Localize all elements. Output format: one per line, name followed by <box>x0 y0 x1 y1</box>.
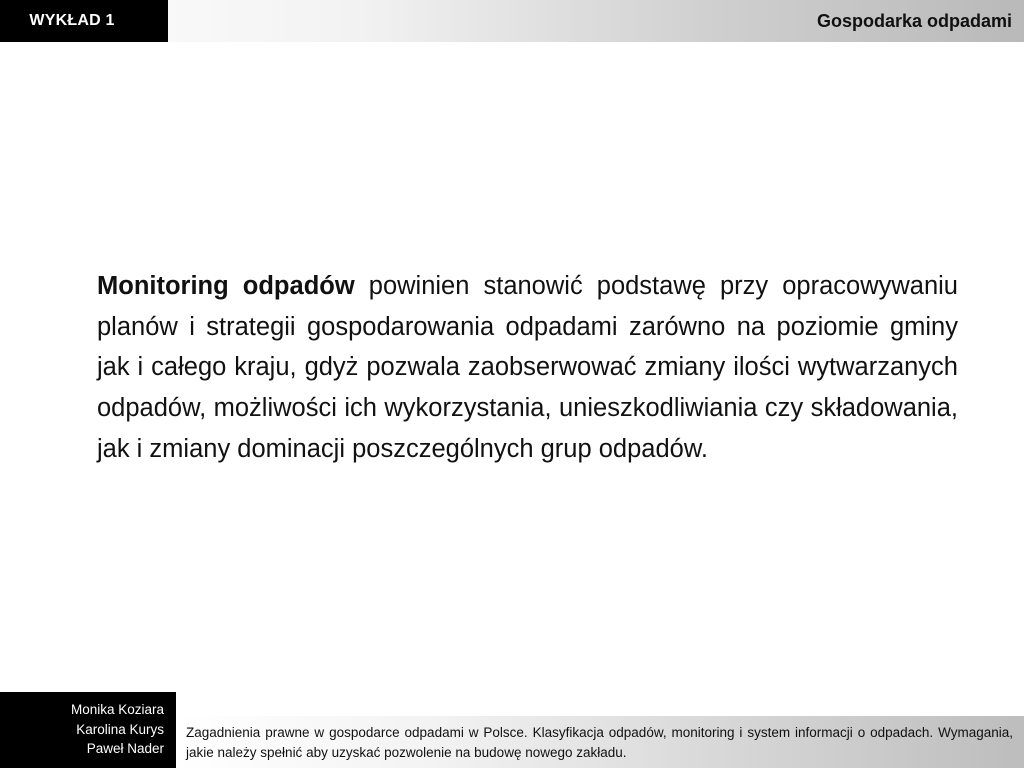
lecture-topics: Zagadnienia prawne w gospodarce odpadami w Polsce. Klasyfikacja odpadów, monitoring i system informacji o odpadach. Wymagania, jakie należy spełnić aby uzyskać pozwolenie na budowę nowego zakładu. <box>186 725 1013 760</box>
author-name: Paweł Nader <box>86 741 164 756</box>
main-paragraph <box>97 266 958 470</box>
header-bar <box>0 0 1024 42</box>
course-title: Gospodarka odpadami <box>816 10 1012 31</box>
paragraph-lead: Monitoring odpadów <box>97 272 355 300</box>
paragraph-text: powinien stanowić podstawę przy opracowywaniu planów i strategii gospodarowania odpadami zarówno na poziomie gminy jak i całego kraju, gdyż pozwala zaobserwować zmiany ilości wytwarzanych odpadów, możliwości ich wykorzystania, unieszkodliwiania czy składowania, jak i zmiany dominacji poszczególnych grup odpadów. <box>97 272 958 463</box>
author-name: Monika Koziara <box>70 702 164 717</box>
author-name: Karolina Kurys <box>76 721 164 737</box>
authors-box <box>0 692 176 768</box>
lecture-label: WYKŁAD 1 <box>0 0 168 42</box>
footer <box>0 692 1024 768</box>
